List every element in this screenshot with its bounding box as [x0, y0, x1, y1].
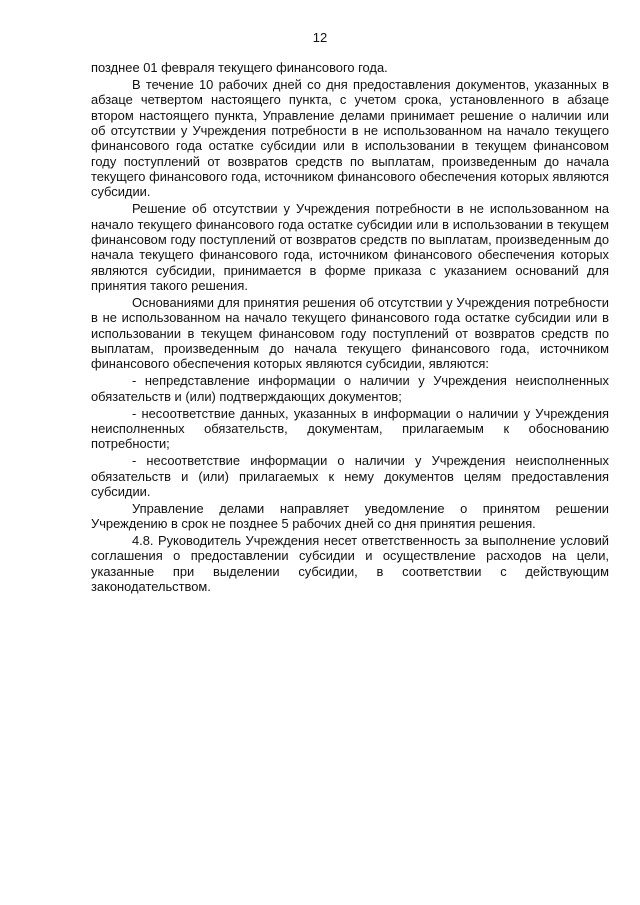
list-item-ground-2: - несоответствие данных, указанных в информации о наличии у Учреждения неисполненных обязательств, документам, прилагаемым к обоснованию потребности;	[91, 405, 609, 452]
paragraph-grounds-intro: Основаниями для принятия решения об отсутствии у Учреждения потребности в не использованном на начало текущего финансового года остатке субсидии или в использовании в текущем финансовом году поступлений от возвратов средств по выплатам, произведенным до начала текущего финансового года, источником финансового обеспечения которых являются субсидии, являются:	[91, 294, 609, 372]
list-item-ground-3: - несоответствие информации о наличии у Учреждения неисполненных обязательств и (или) прилагаемых к нему документов целям предоставления субсидии.	[91, 453, 609, 499]
paragraph-notification: Управление делами направляет уведомление о принятом решении Учреждению в срок не позднее 5 рабочих дней со дня принятия решения.	[91, 500, 609, 532]
paragraph-continuation: позднее 01 февраля текущего финансового года.	[91, 60, 388, 75]
paragraph-section-4-8: 4.8. Руководитель Учреждения несет ответственность за выполнение условий соглашения о предоставлении субсидии и осуществление расходов на цели, указанные при выделении субсидии, в соответствии с действующим законодательством.	[91, 533, 609, 595]
page-number: 12	[312, 30, 328, 45]
document-body	[91, 60, 609, 596]
list-item-ground-1: - непредставление информации о наличии у Учреждения неисполненных обязательств и (или) подтверждающих документов;	[91, 373, 609, 404]
paragraph-decision-form: Решение об отсутствии у Учреждения потребности в не использованном на начало текущего финансового года остатке субсидии или в использовании в текущем финансовом году поступлений от возвратов средств по выплатам, произведенным до начала текущего финансового года, источником финансового обеспечения которых являются субсидии, принимается в форме приказа с указанием оснований для принятия такого решения.	[91, 201, 609, 293]
paragraph-review-period: В течение 10 рабочих дней со дня предоставления документов, указанных в абзаце четвертом настоящего пункта, с учетом срока, установленного в абзаце втором настоящего пункта, Управление делами принимает решение о наличии или об отсутствии у Учреждения потребности в не использованном на начало текущего финансового года остатке субсидии или в использовании в текущем финансовом году поступлений от возвратов средств по выплатам, произведенным до начала текущего финансового года, источником финансового обеспечения которых являются субсидии.	[91, 76, 609, 200]
